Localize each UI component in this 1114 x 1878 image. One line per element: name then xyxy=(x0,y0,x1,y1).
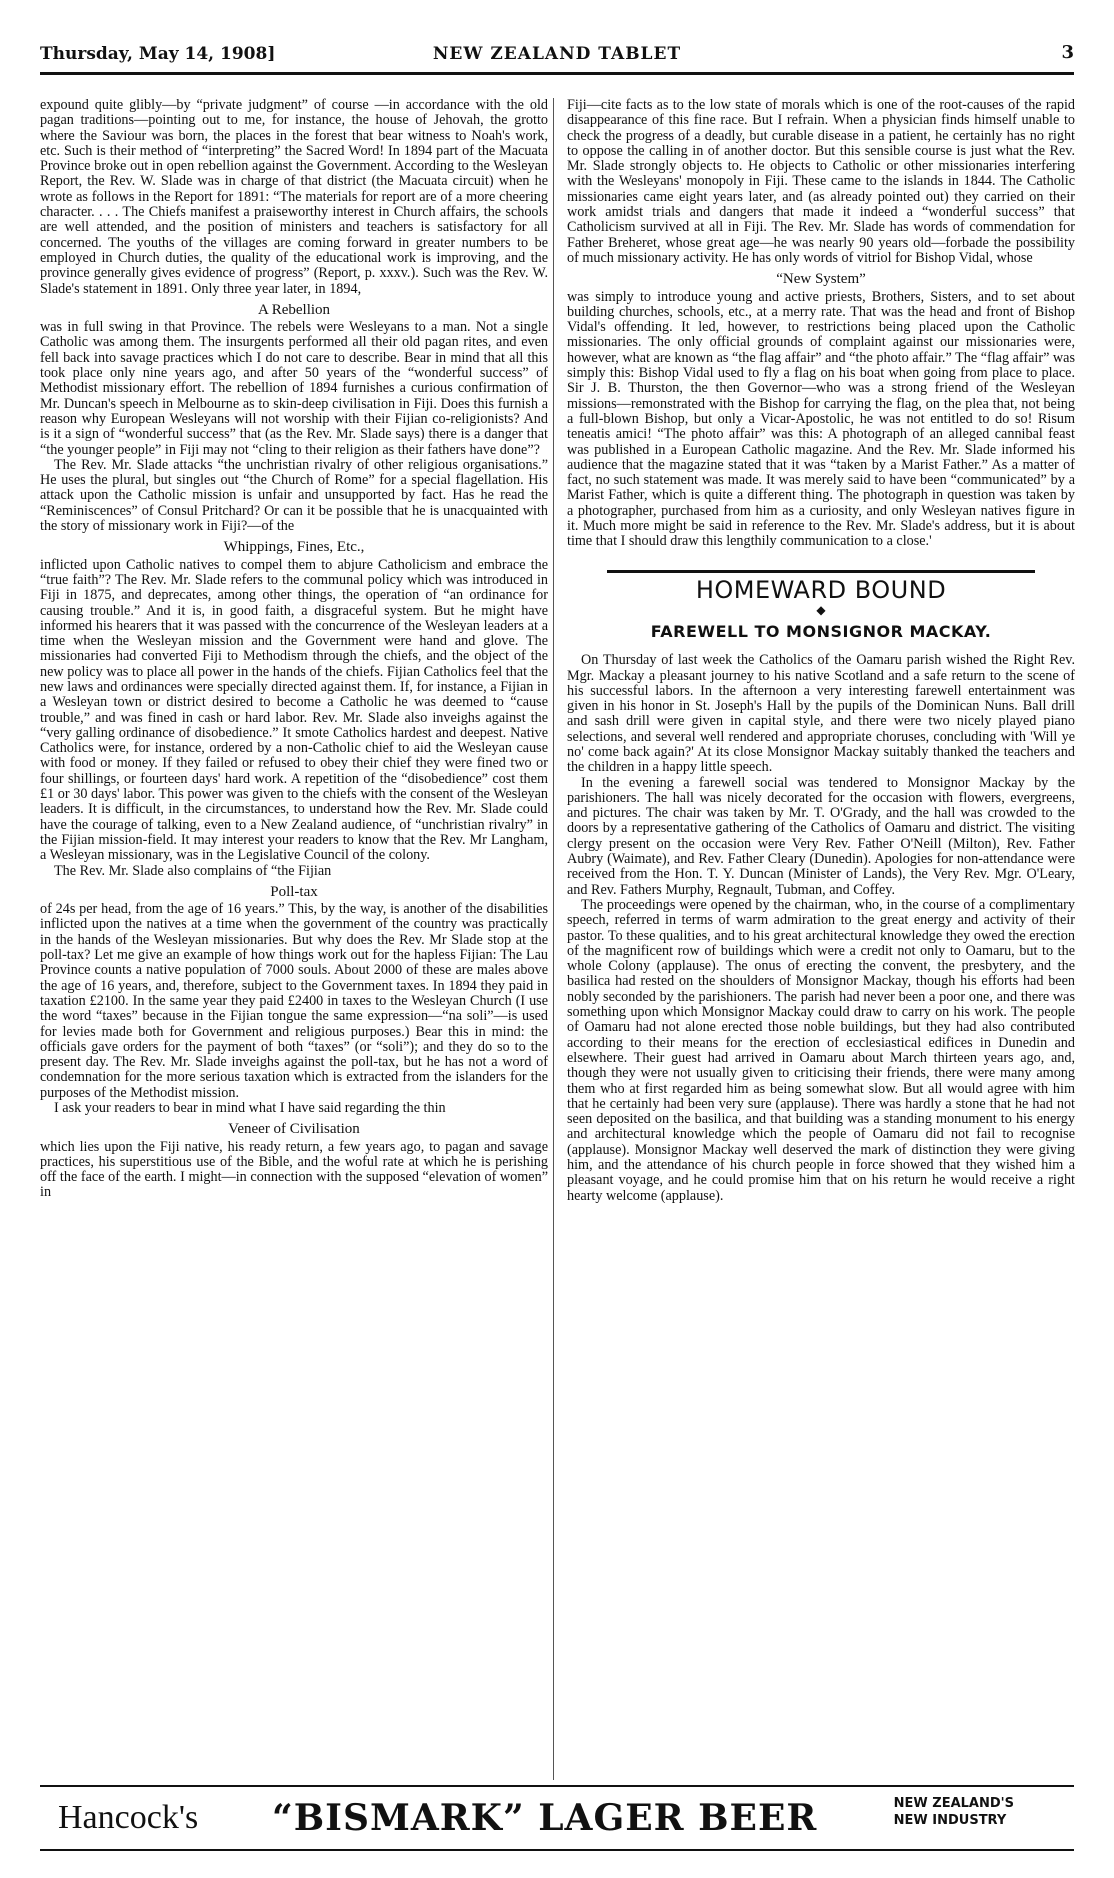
section-subhead: Veneer of Civilisation xyxy=(228,1121,360,1138)
paragraph: which lies upon the Fiji native, his ready return, a few years ago, to pagan and savage practices, his superstitious use of the Bible, and the woful rate at which he is perishing off the face of the earth. I might—in connection with the supposed “elevation of women” in xyxy=(40,1138,548,1201)
page-number: 3 xyxy=(1061,42,1074,63)
paragraph: was in full swing in that Province. The rebels were Wesleyans to a man. Not a single Catholic was among them. The insurgents performed all their old pagan rites, and even fell back into savage practices which I do not care to describe. Bear in mind that all this took place only nine years ago, and after 50 years of the “wonderful success” of Methodist missionary effort. The rebellion of 1894 furnishes a curious confirmation of Mr. Duncan's speech in Melbourne as to skin-deep civilisation in Fiji. Does this furnish a reason why European Wesleyans will not worship with their Fijian co-religionists? And is it a sign of “wonderful success” that (as the Rev. Mr. Slade says) there is a danger that “the younger people” in Fiji may not “cling to their religion as their fathers have done”? xyxy=(40,319,548,458)
paragraph: was simply to introduce young and active priests, Brothers, Sisters, and to set about building churches, schools, etc., at a merry rate. That was the head and front of Bishop Vidal's offending. It led, however, to restrictions being placed upon the Catholic missionaries. The only official grounds of complaint against our missionaries were, however, what are known as “the flag affair” and “the photo affair.” The “flag affair” was simply this: Bishop Vidal used to fly a flag on his boat when going from place to place. Sir J. B. Thurston, the then Governor—who was a strong friend of the Wesleyan missions—remonstrated with the Bishop for carrying the flag, on the plea that, not being a full-blown Bishop, but only a Vicar-Apostolic, he was not entitled to do so! Risum teneatis amici! “The photo affair” was this: A photograph of an alleged cannibal feast was published in a European Catholic magazine. And the Rev. Mr. Slade informed his audience that the magazine stated that it was “taken by a Marist Father.” As a matter of fact, no such statement was made. It was merely said to have been “communicated” by a Marist Father, which is quite a different thing. The photograph in question was taken by a photographer, purchased from him as a curiosity, and only Wesleyan natives figure in it. Much more might be said in reference to the Rev. Mr. Slade's address, but it is about time that I should draw this lengthily communication to a close.' xyxy=(567,288,1075,550)
column-divider xyxy=(553,98,554,1780)
right-column xyxy=(567,98,1075,1204)
publication-title: NEW ZEALAND TABLET xyxy=(432,44,682,64)
paragraph: In the evening a farewell social was tendered to Monsignor Mackay by the parishioners. The hall was nicely decorated for the occasion with flowers, evergreens, and pictures. The chair was taken by Mr. T. O'Grady, and the hall was crowded to the doors by a representative gathering of the Catholics of Oamaru and district. The visiting clergy present on the occasion were Very Rev. Father O'Neill (Milton), Rev. Father Aubry (Waimate), and Rev. Father Cleary (Dunedin). Apologies for non-attendance were received from the Hon. T. Y. Duncan (Minister of Lands), the Very Rev. Mgr. O'Leary, and Rev. Fathers Murphy, Regnault, Tubman, and Coffey. xyxy=(567,774,1075,898)
section-subhead: A Rebellion xyxy=(257,301,331,318)
paragraph: On Thursday of last week the Catholics of the Oamaru parish wished the Right Rev. Mgr. Mackay a pleasant journey to his native Scotland and a safe return to the scene of his successful labors. In the afternoon a very interesting farewell entertainment was given in his honor in St. Joseph's Hall by the pupils of the Dominican Nuns. Ball drill and sash drill were given in capital style, and there were two nicely played piano selections, and several well rendered and appropriate choruses, concluding with 'Will ye no' come back again?' At its close Monsignor Mackay suitably thanked the teachers and the children in a happy little speech. xyxy=(567,652,1075,776)
advertisement-banner xyxy=(40,1785,1074,1851)
ad-tagline-line1: NEW ZEALAND'S xyxy=(893,1796,1014,1811)
ad-product: “BISMARK” LAGER BEER xyxy=(272,1797,818,1839)
section-subhead: “New System” xyxy=(776,271,866,288)
paragraph: The Rev. Mr. Slade also complains of “the Fijian xyxy=(54,862,332,879)
ad-brand: Hancock's xyxy=(58,1799,199,1836)
paragraph: The Rev. Mr. Slade attacks “the unchristian rivalry of other religious organisations.” He uses the plural, but singles out “the Church of Rome” for a special flagellation. His attack upon the Catholic mission is unfair and unsupported by fact. Has he read the “Reminiscences” of Consul Pritchard? Or can it be possible that he is unacquainted with the story of missionary work in Fiji?—of the xyxy=(40,456,548,535)
ad-tagline-line2: NEW INDUSTRY xyxy=(893,1813,1007,1828)
diamond-ornament-icon: ◆ xyxy=(816,602,826,617)
section-subhead: Whippings, Fines, Etc., xyxy=(223,539,365,556)
paragraph: I ask your readers to bear in mind what I have said regarding the thin xyxy=(54,1100,446,1116)
paragraph: The proceedings were opened by the chairman, who, in the course of a complimentary speech, referred in terms of warm admiration to the great energy and activity of their pastor. To these qualities, and to his great architectural knowledge they owed the erection of the magnificent row of buildings which were a credit not only to Oamaru, but to the whole Colony (applause). The onus of erecting the convent, the presbytery, and the basilica had rested on the shoulders of Monsignor Mackay, though his efforts had been nobly seconded by the parishioners. The parish had never been a poor one, and there was something upon which Monsignor Mackay could draw to carry on his work. The people of Oamaru had not alone erected those noble buildings, but they had also contributed according to their means for the erection of ecclesiastical edifices in Dunedin and elsewhere. Their guest had arrived in Oamaru about March thirteen years ago, and, though they were not usually given to criticising their friends, there were many among them who at first regarded him as being somewhat slow. But all would agree with him that he certainly had been very sure (applause). There was hardly a stone that he had not seen deposited on the basilica, and that building was a standing monument to his energy and architectural knowledge which the people of Oamaru did not fail to recognise (applause). Monsignor Mackay well deserved the mark of distinction they were giving him, and the attendance of his church people in force showed that they wished him a pleasant voyage, and he could promise him that on his return he would receive a right hearty welcome (applause). xyxy=(567,896,1075,1204)
page-header xyxy=(40,38,1074,75)
article-rule xyxy=(607,570,1035,573)
left-column xyxy=(40,98,548,1201)
issue-date: Thursday, May 14, 1908] xyxy=(40,44,276,64)
paragraph: of 24s per head, from the age of 16 years.” This, by the way, is another of the disabilities inflicted upon the natives at a time when the government of the country was practically in the hands of the Wesleyan missionaries. But why does the Rev. Mr Slade stop at the poll-tax? Let me give an example of how things work out for the hapless Fijian: The Lau Province counts a native population of 7000 souls. About 2000 of these are males above the age of 16 years, and, therefore, subject to the Government taxes. In 1894 they paid in taxation £2100. In the same year they paid £2400 in taxes to the Wesleyan Church (I use the word “taxes” because in the Fijian tongue the same expression—“na soli”—is used for levies made both for Government and religious purposes.) Bear this in mind: the officials gave orders for the payment of both “taxes” (or “soli”); and they do so to the present day. The Rev. Mr. Slade inveighs against the poll-tax, but he has not a word of condemnation for the more serious taxation which is extracted from the islanders for the purposes of the Methodist mission. xyxy=(40,901,548,1101)
article-subheading: FAREWELL TO MONSIGNOR MACKAY. xyxy=(650,621,992,641)
article-heading: HOMEWARD BOUND xyxy=(695,575,947,604)
paragraph: inflicted upon Catholic natives to compel them to abjure Catholicism and embrace the “true faith”? The Rev. Mr. Slade refers to the communal policy which was introduced in Fiji in 1875, and deprecates, among other things, the operation of “an ordinance for causing trouble.” And it is, in good faith, a disgraceful system. But he might have informed his hearers that it was passed with the concurrence of the Wesleyan leaders at a time when the Wesleyan mission and the Government were hand and glove. The missionaries had converted Fiji to Methodism through the chiefs, and the object of the new policy was to place all power in the hands of the chiefs. Fijian Catholics feel that the new laws and ordinances were specially directed against them. If, for instance, a Fijian in a Wesleyan town or district desired to become a Catholic he was deemed to “cause trouble,” and was fined in cash or hard labor. Rev. Mr. Slade also inveighs against the “very galling ordinance of disobedience.” It smote Catholics hardest and deepest. Native Catholics were, for instance, ordered by a non-Catholic chief to aid the Wesleyan cause with food or money. If they failed or refused to obey their chief they were fined two or four shillings, or fourteen days' hard work. A repetition of the “disobedience” cost them £1 or 30 days' labor. This power was given to the chiefs with the consent of the Wesleyan leaders. It is difficult, in the circumstances, to understand how the Rev. Mr. Slade could have the courage of talking, even to a New Zealand audience, of “unchristian rivalry” in the Fijian mission-field. It may interest your readers to know that the Rev. Mr Langham, a Wesleyan missionary, was in the Legislative Council of the colony. xyxy=(40,556,548,864)
section-subhead: Poll-tax xyxy=(270,883,318,900)
paragraph: Fiji—cite facts as to the low state of morals which is one of the root-causes of the rapid disappearance of this fine race. But I refrain. When a physician finds himself unable to check the progress of a deadly, but curable disease in a patient, he certainly has no right to oppose the calling in of another doctor. But this sensible course is just what the Rev. Mr. Slade strongly objects to. He objects to Catholic or other missionaries interfering with the Wesleyans' monopoly in Fiji. These came to the islands in 1844. The Catholic missionaries came eight years later, and (as already pointed out) they carried on their work amidst trials and dangers that made it indeed a “wonderful success” that Catholicism survived at all in Fiji. The Rev. Mr. Slade has words of commendation for Father Breheret, whose great age—he was nearly 90 years old—forbade the possibility of much missionary activity. He has only words of vitriol for Bishop Vidal, whose xyxy=(567,97,1075,266)
ad-tagline xyxy=(894,1795,1014,1829)
paragraph: expound quite glibly—by “private judgment” of course —in accordance with the old pagan traditions—pointing out to me, for instance, the house of Jehovah, the grotto where the Saviour was born, the places in the forest that bear witness to Noah's work, etc. Such is their method of “interpreting” the Sacred Word! In 1894 part of the Macuata Province broke out in open rebellion against the Government. According to the Wesleyan Report, the Rev. W. Slade was in charge of that district (the Macuata circuit) when he wrote as follows in the Report for 1891: “The materials for report are of a more cheering character. . . . The Chiefs manifest a praiseworthy interest in Church affairs, the schools are well attended, and the position of ministers and teachers is satisfactory for all concerned. The youths of the villages are coming forward in greater numbers to be employed in Church duties, the quality of the educational work is improving, and the province generally gives evidence of progress” (Report, p. xxxv.). Such was the Rev. W. Slade's statement in 1891. Only three year later, in 1894, xyxy=(40,97,548,297)
